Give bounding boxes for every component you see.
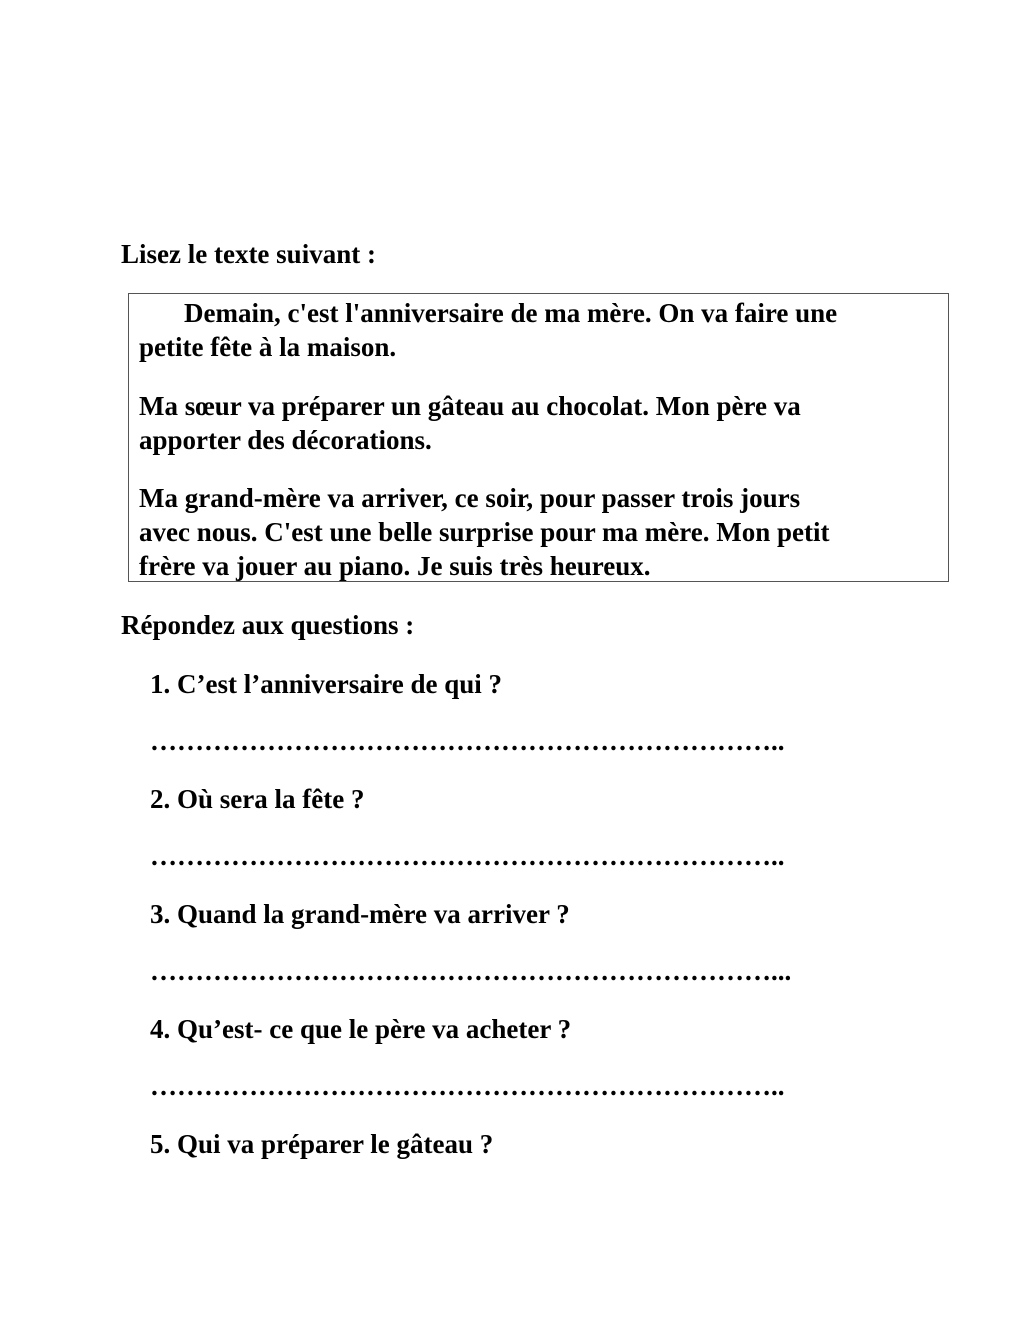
question-2: 2. Où sera la fête ? [150,784,365,814]
question-1: 1. C’est l’anniversaire de qui ? [150,669,502,699]
answer-line-1[interactable]: …………………………………………………………….. [150,726,785,756]
answer-instruction: Répondez aux questions : [121,610,415,640]
answer-line-4[interactable]: …………………………………………………………….. [150,1071,785,1101]
passage-paragraph-2 [139,389,801,457]
question-3: 3. Quand la grand-mère va arriver ? [150,899,570,929]
read-instruction: Lisez le texte suivant : [121,239,376,269]
answer-line-3[interactable]: ……………………………………………………………... [150,956,792,986]
question-5: 5. Qui va préparer le gâteau ? [150,1129,494,1159]
answer-line-2[interactable]: …………………………………………………………….. [150,841,785,871]
passage-line: frère va jouer au piano. Je suis très heureux. [139,551,651,581]
reading-passage-box [128,293,949,582]
passage-line: apporter des décorations. [139,425,432,455]
question-4: 4. Qu’est- ce que le père va acheter ? [150,1014,572,1044]
passage-line: avec nous. C'est une belle surprise pour ma mère. Mon petit [139,517,830,547]
passage-line-text: Demain, c'est l'anniversaire de ma mère. On va faire une [184,298,838,328]
passage-paragraph-1 [139,296,837,364]
passage-line: petite fête à la maison. [139,332,397,362]
passage-paragraph-3 [139,481,829,583]
passage-line: Ma grand-mère va arriver, ce soir, pour passer trois jours [139,483,801,513]
passage-line [139,296,837,330]
passage-line: Ma sœur va préparer un gâteau au chocolat. Mon père va [139,391,801,421]
